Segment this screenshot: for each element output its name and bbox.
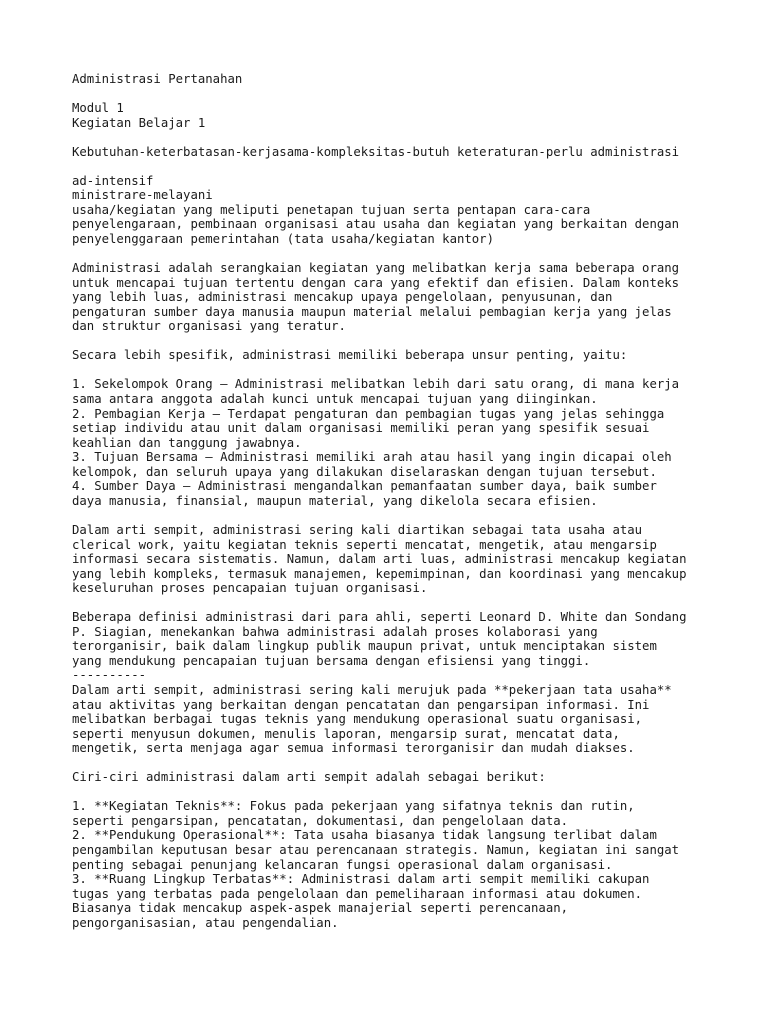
text-line: Dalam arti sempit, administrasi sering kali merujuk pada **pekerjaan tata usaha** bbox=[72, 682, 672, 697]
text-line: penting sebagai penunjang kelancaran fungsi operasional dalam organisasi. bbox=[72, 857, 613, 872]
document-page bbox=[72, 72, 712, 930]
paragraph-gap bbox=[72, 159, 712, 174]
text-line: atau aktivitas yang berkaitan dengan pencatatan dan pengarsipan informasi. Ini bbox=[72, 697, 650, 712]
text-block bbox=[72, 377, 712, 508]
text-line: penyelengaraan, pembinaan organisasi atau usaha dan kegiatan yang berkaitan dengan bbox=[72, 217, 680, 232]
document-title bbox=[72, 72, 712, 87]
text-line: Beberapa definisi administrasi dari para ahli, seperti Leonard D. White dan Sondang bbox=[72, 610, 687, 625]
text-block bbox=[72, 610, 712, 755]
text-line: sama antara anggota adalah kunci untuk mencapai tujuan yang diinginkan. bbox=[72, 392, 598, 407]
text-line: Kebutuhan-keterbatasan-kerjasama-kompleksitas-butuh keteraturan-perlu administrasi bbox=[72, 144, 680, 159]
text-line: tugas yang terbatas pada pengelolaan dan pemeliharaan informasi atau dokumen. bbox=[72, 886, 643, 901]
text-line: daya manusia, finansial, maupun material, yang dikelola secara efisien. bbox=[72, 493, 598, 508]
text-line: ad-intensif bbox=[72, 173, 154, 188]
text-block bbox=[72, 523, 712, 596]
paragraph-gap bbox=[72, 130, 712, 145]
text-line: yang lebih luas, administrasi mencakup upaya pengelolaan, penyusunan, dan bbox=[72, 290, 613, 305]
text-line: Secara lebih spesifik, administrasi memiliki beberapa unsur penting, yaitu: bbox=[72, 348, 628, 363]
text-line: ---------- bbox=[72, 668, 147, 683]
text-line: 2. Pembagian Kerja – Terdapat pengaturan dan pembagian tugas yang jelas sehingga bbox=[72, 406, 665, 421]
text-line: Modul 1 bbox=[72, 101, 124, 116]
text-line: keseluruhan proses pencapaian tujuan organisasi. bbox=[72, 581, 428, 596]
text-line: 1. Sekelompok Orang – Administrasi melibatkan lebih dari satu orang, di mana kerja bbox=[72, 377, 680, 392]
text-line: 4. Sumber Daya – Administrasi mengandalkan pemanfaatan sumber daya, baik sumber bbox=[72, 479, 657, 494]
text-block bbox=[72, 770, 712, 785]
text-line: Biasanya tidak mencakup aspek-aspek manajerial seperti perencanaan, bbox=[72, 901, 569, 916]
text-line: melibatkan berbagai tugas teknis yang mendukung operasional suatu organisasi, bbox=[72, 712, 643, 727]
paragraph-gap bbox=[72, 87, 712, 102]
text-line: mengetik, serta menjaga agar semua informasi terorganisir dan mudah diakses. bbox=[72, 741, 635, 756]
text-line: 3. Tujuan Bersama – Administrasi memiliki arah atau hasil yang ingin dicapai oleh bbox=[72, 450, 672, 465]
text-block bbox=[72, 799, 712, 930]
text-block bbox=[72, 261, 712, 334]
text-line: 2. **Pendukung Operasional**: Tata usaha biasanya tidak langsung terlibat dalam bbox=[72, 828, 657, 843]
text-line: pengambilan keputusan besar atau perencanaan strategis. Namun, kegiatan ini sangat bbox=[72, 842, 680, 857]
text-line: clerical work, yaitu kegiatan teknis seperti mencatat, mengetik, atau mengarsip bbox=[72, 537, 657, 552]
paragraph-gap bbox=[72, 247, 712, 262]
paragraph-gap bbox=[72, 785, 712, 800]
text-line: 3. **Ruang Lingkup Terbatas**: Administrasi dalam arti sempit memiliki cakupan bbox=[72, 872, 650, 887]
text-line: yang mendukung pencapaian tujuan bersama dengan efisiensi yang tinggi. bbox=[72, 653, 591, 668]
text-line: informasi secara sistematis. Namun, dalam arti luas, administrasi mencakup kegiatan bbox=[72, 552, 687, 567]
text-line: seperti pengarsipan, pencatatan, dokumentasi, dan pengelolaan data. bbox=[72, 813, 569, 828]
text-line: usaha/kegiatan yang meliputi penetapan tujuan serta pentapan cara-cara bbox=[72, 202, 591, 217]
text-line: 1. **Kegiatan Teknis**: Fokus pada pekerjaan yang sifatnya teknis dan rutin, bbox=[72, 799, 635, 814]
paragraph-gap bbox=[72, 596, 712, 611]
text-line: P. Siagian, menekankan bahwa administrasi adalah proses kolaborasi yang bbox=[72, 624, 598, 639]
text-block bbox=[72, 101, 712, 130]
text-line: keahlian dan tanggung jawabnya. bbox=[72, 435, 302, 450]
text-line: Administrasi adalah serangkaian kegiatan yang melibatkan kerja sama beberapa orang bbox=[72, 261, 680, 276]
text-block bbox=[72, 145, 712, 160]
text-block bbox=[72, 348, 712, 363]
text-line: seperti menyusun dokumen, menulis laporan, mengarsip surat, mencatat data, bbox=[72, 726, 620, 741]
text-line: Dalam arti sempit, administrasi sering kali diartikan sebagai tata usaha atau bbox=[72, 522, 643, 537]
text-line: kelompok, dan seluruh upaya yang dilakukan diselaraskan dengan tujuan tersebut. bbox=[72, 464, 657, 479]
text-line: yang lebih kompleks, termasuk manajemen, kepemimpinan, dan koordinasi yang mencakup bbox=[72, 566, 687, 581]
text-line: pengaturan sumber daya manusia maupun material melalui pembagian kerja yang jelas bbox=[72, 304, 672, 319]
paragraph-gap bbox=[72, 508, 712, 523]
text-line: pengorganisasian, atau pengendalian. bbox=[72, 915, 339, 930]
text-block bbox=[72, 174, 712, 247]
paragraph-gap bbox=[72, 756, 712, 771]
text-line: Kegiatan Belajar 1 bbox=[72, 115, 206, 130]
text-line: dan struktur organisasi yang teratur. bbox=[72, 319, 346, 334]
text-line: ministrare-melayani bbox=[72, 188, 213, 203]
text-line: setiap individu atau unit dalam organisasi memiliki peran yang spesifik sesuai bbox=[72, 421, 650, 436]
text-line: Administrasi Pertanahan bbox=[72, 72, 243, 86]
paragraph-gap bbox=[72, 363, 712, 378]
text-line: penyelenggaraan pemerintahan (tata usaha/kegiatan kantor) bbox=[72, 232, 494, 247]
text-line: untuk mencapai tujuan tertentu dengan cara yang efektif dan efisien. Dalam konteks bbox=[72, 275, 680, 290]
text-line: terorganisir, baik dalam lingkup publik maupun privat, untuk menciptakan sistem bbox=[72, 639, 657, 654]
paragraph-gap bbox=[72, 334, 712, 349]
text-line: Ciri-ciri administrasi dalam arti sempit adalah sebagai berikut: bbox=[72, 770, 546, 785]
